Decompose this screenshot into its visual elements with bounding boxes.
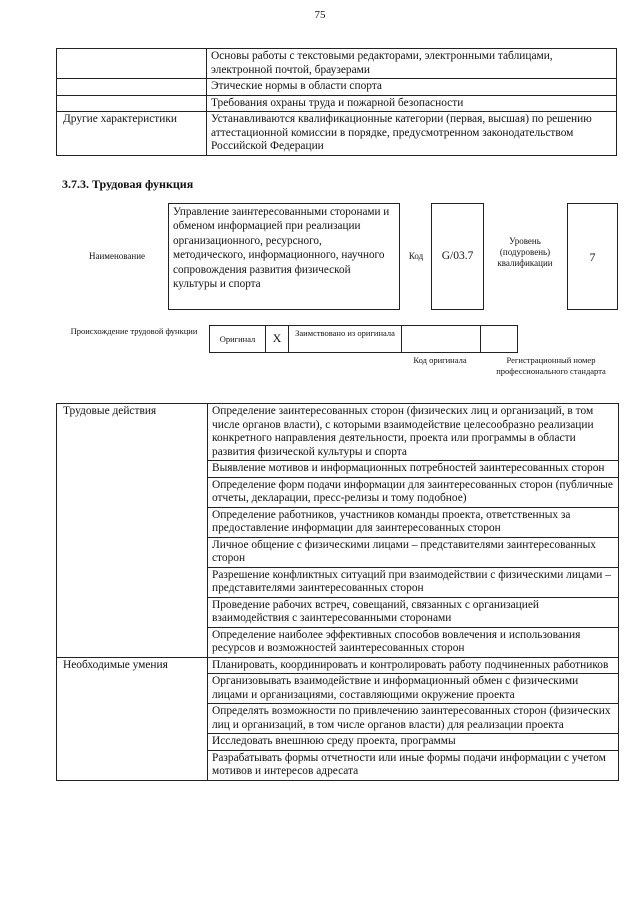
qualification-requirements-table (56, 48, 617, 156)
table-row (57, 49, 617, 79)
list-item: Разрешение конфликтных ситуаций при взаимодействии с физическими лицами – представителями заинтересованных сторон (208, 567, 619, 597)
origin-box (209, 325, 518, 353)
code-label: Код (408, 251, 424, 261)
function-code-box: G/03.7 (431, 203, 484, 310)
row-label (57, 49, 207, 79)
list-item: Планировать, координировать и контролировать работу подчиненных работников (208, 657, 619, 674)
table-row (57, 79, 617, 96)
section-title: 3.7.3. Трудовая функция (62, 177, 194, 191)
level-value-box: 7 (567, 203, 618, 310)
list-item: Определение наиболее эффективных способов вовлечения и использования ресурсов и возможностей заинтересованных сторон (208, 627, 619, 657)
list-item: Выявление мотивов и информационных потребностей заинтересованных сторон (208, 461, 619, 478)
work-actions-skills-table (56, 403, 619, 781)
other-characteristics-label: Другие характеристики (57, 112, 207, 156)
borrowed-label: Заимствовано из оригинала (295, 328, 395, 338)
row-label (57, 95, 207, 112)
table-row (57, 657, 619, 674)
row-value: Основы работы с текстовыми редакторами, электронными таблицами, электронной почтой, браузерами (207, 49, 617, 79)
code-original-caption: Код оригинала (413, 355, 467, 365)
table-row (57, 404, 619, 461)
row-value: Требования охраны труда и пожарной безопасности (207, 95, 617, 112)
name-label: Наименование (88, 251, 146, 261)
origin-label: Происхождение трудовой функции (70, 326, 198, 336)
list-item: Определять возможности по привлечению заинтересованных сторон (физических лиц и организаций, в том числе органов власти) для реализации проекта (208, 704, 619, 734)
page-number: 75 (314, 9, 326, 21)
original-mark: X (272, 331, 282, 345)
reg-number-caption: Регистрационный номер профессионального стандарта (496, 355, 606, 376)
list-item: Проведение рабочих встреч, совещаний, связанных с организацией взаимодействия с заинтересованными сторонами (208, 597, 619, 627)
list-item: Организовывать взаимодействие и информационный обмен с физическими лицами и организациями, составляющими окружение проекта (208, 674, 619, 704)
original-label: Оригинал (219, 334, 256, 344)
row-label (57, 79, 207, 96)
list-item: Исследовать внешнюю среду проекта, программы (208, 734, 619, 751)
work-actions-label: Трудовые действия (57, 404, 208, 658)
row-value: Этические нормы в области спорта (207, 79, 617, 96)
table-row (57, 95, 617, 112)
list-item: Личное общение с физическими лицами – представителями заинтересованных сторон (208, 537, 619, 567)
list-item: Определение работников, участников команды проекта, ответственных за предоставление информации для заинтересованных сторон (208, 507, 619, 537)
list-item: Разрабатывать формы отчетности или иные формы подачи информации с учетом мотивов и интересов адресата (208, 750, 619, 780)
list-item: Определение заинтересованных сторон (физических лиц и организаций, в том числе органов власти), с которыми взаимодействие целесообразно реализации конкретного направления деятельности, проекта или программы в области развития физической культуры и спорта (208, 404, 619, 461)
function-name-box: Управление заинтересованными сторонами и обменом информацией при реализации организационного, ресурсного, методического, информационного, научного сопровождения развития физической культуры и спорта (168, 203, 400, 310)
list-item: Определение форм подачи информации для заинтересованных сторон (публичные отчеты, декларации, пресс-релизы и тому подобное) (208, 477, 619, 507)
other-characteristics-value: Устанавливаются квалификационные категории (первая, высшая) по решению аттестационной комиссии в порядке, предусмотренном законодательством Российской Федерации (207, 112, 617, 156)
required-skills-label: Необходимые умения (57, 657, 208, 780)
level-label: Уровень (подуровень) квалификации (497, 236, 553, 268)
table-row (57, 112, 617, 156)
